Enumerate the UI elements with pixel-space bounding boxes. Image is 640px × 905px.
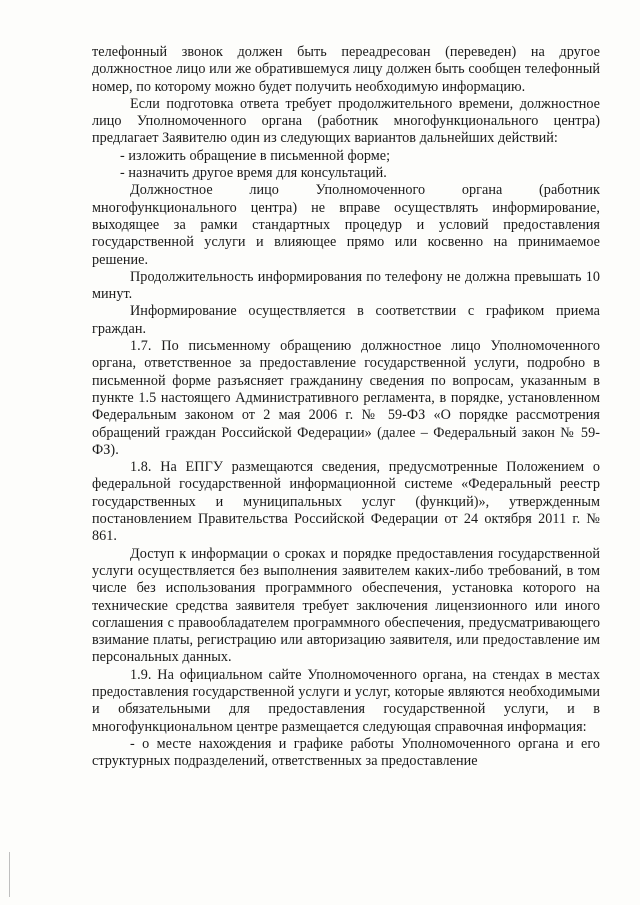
list-item-written-form: - изложить обращение в письменной форме; [120, 147, 391, 164]
paragraph-1-7: 1.7. По письменному обращению должностное лицо Уполномоченного органа, ответственное за предоставление государственной услуги, подробно в письменной форме разъясняет гражданину сведения по вопросам, указанным в пункте 1.5 настоящего Административного регламента, в порядке, установленном Федеральным законом от 2 мая 2006 г. № 59-ФЗ «О порядке рассмотрения обращений граждан Российской Федерации» (далее – Федеральный закон № 59-ФЗ). [92, 338, 600, 458]
list-item-location: - о месте нахождения и графике работы Уполномоченного органа и его структурных подразделений, ответственных за предоставление [92, 735, 600, 770]
document-body [92, 44, 600, 770]
paragraph-duration: Продолжительность информирования по телефону не должна превышать 10 минут. [92, 268, 600, 303]
paragraph-access: Доступ к информации о сроках и порядке предоставления государственной услуги осуществляется без выполнения заявителем каких-либо требований, в том числе без использования программного обеспечения, установка которого на технические средства заявителя требует заключения лицензионного или иного соглашения с правообладателем программного обеспечения, предусматривающего взимание платы, регистрацию или авторизацию заявителя, или предоставление им персональных данных. [92, 545, 600, 666]
paragraph-long-preparation: Если подготовка ответа требует продолжительного времени, должностное лицо Уполномоченного органа (работник многофункционального центра) предлагает Заявителю один из следующих вариантов дальнейших действий: [92, 95, 600, 147]
paragraph-1-9: 1.9. На официальном сайте Уполномоченного органа, на стендах в местах предоставления государственной услуги и услуг, которые являются необходимыми и обязательными для предоставления государственной услуги, и в многофункциональном центре размещается следующая справочная информация: [92, 666, 600, 735]
paragraph-not-entitled: Должностное лицо Уполномоченного органа (работник многофункционального центра) не вправе осуществлять информирование, выходящее за рамки стандартных процедур и условий предоставления государственной услуги и влияющее прямо или косвенно на принимаемое решение. [92, 182, 600, 268]
paragraph-1-8: 1.8. На ЕПГУ размещаются сведения, предусмотренные Положением о федеральной государственной информационной системе «Федеральный реестр государственных и муниципальных услуг (функций)», утвержденным постановлением Правительства Российской Федерации от 24 октября 2011 г. № 861. [92, 459, 600, 545]
scan-edge-line [9, 852, 10, 897]
list-item-other-time: - назначить другое время для консультаций. [120, 165, 387, 182]
paragraph-schedule: Информирование осуществляется в соответствии с графиком приема граждан. [92, 303, 600, 337]
paragraph-phone-redirect: телефонный звонок должен быть переадресован (переведен) на другое должностное лицо или же обратившемуся лицу должен быть сообщен телефонный номер, по которому можно будет получить необходимую информацию. [92, 44, 600, 95]
